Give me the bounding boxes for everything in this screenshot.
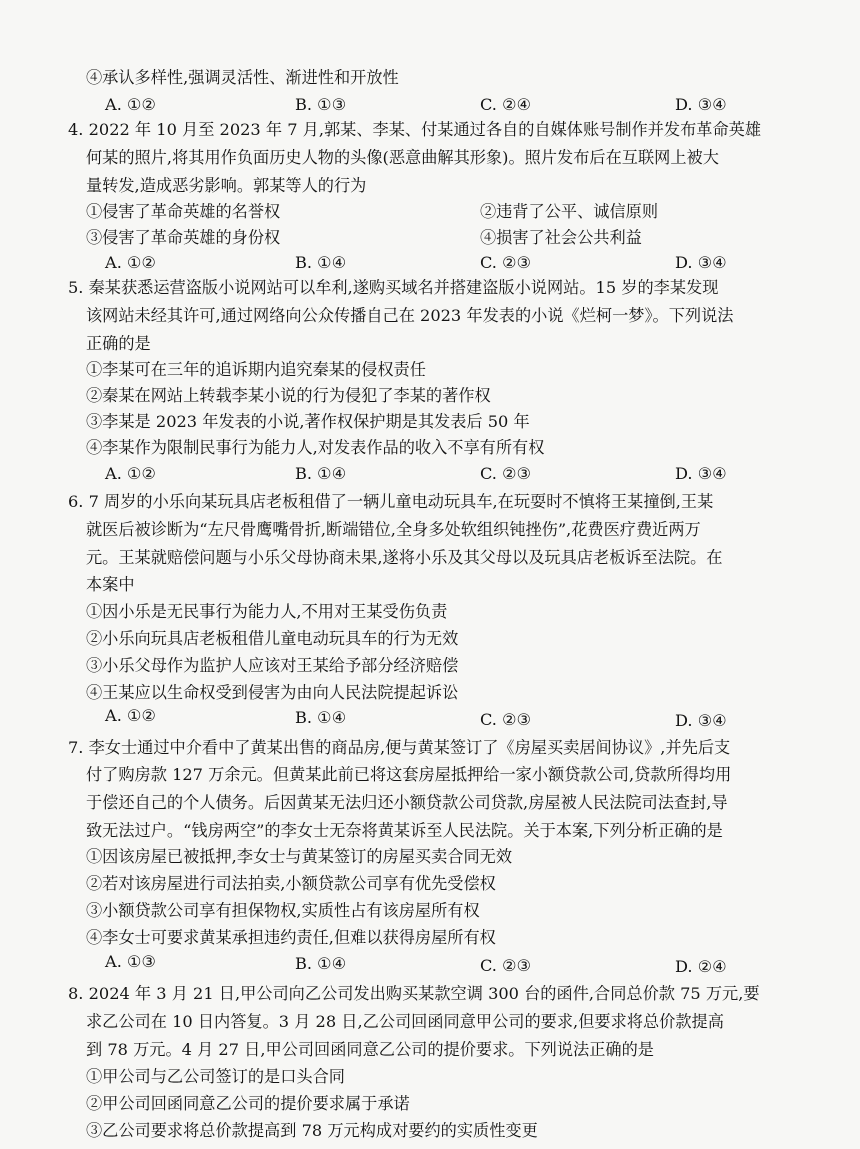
q5-stem-line-1: 5. 秦某获悉运营盗版小说网站可以牟利,遂购买域名并搭建盗版小说网站。15 岁的李某发现	[68, 278, 719, 297]
q8-item-3: ③乙公司要求将总价款提高到 78 万元构成对要约的实质性变更	[86, 1121, 538, 1140]
q7-stem-line-4: 致无法过户。“钱房两空”的李女士无奈将黄某诉至人民法院。关于本案,下列分析正确的是	[86, 821, 723, 840]
q6-item-4: ④王某应以生命权受到侵害为由向人民法院提起诉讼	[86, 683, 459, 702]
q5-item-1: ①李某可在三年的追诉期内追究秦某的侵权责任	[86, 360, 426, 379]
q4-option-a: A. ①②	[105, 253, 157, 272]
q6-item-3: ③小乐父母作为监护人应该对王某给予部分经济赔偿	[86, 656, 459, 675]
q3-option-d: D. ③④	[675, 95, 727, 114]
q8-item-1: ①甲公司与乙公司签订的是口头合同	[86, 1067, 345, 1086]
q4-item-4: ④损害了社会公共利益	[480, 228, 642, 247]
q7-stem-line-3: 于偿还自己的个人债务。后因黄某无法归还小额贷款公司贷款,房屋被人民法院司法查封,导	[86, 793, 728, 812]
q4-stem-line-1: 4. 2022 年 10 月至 2023 年 7 月,郭某、李某、付某通过各自的自媒体账号制作并发布革命英雄	[68, 120, 762, 139]
q7-option-c: C. ②③	[480, 956, 532, 975]
q3-option-b: B. ①③	[295, 95, 347, 114]
q6-stem-line-3: 元。王某就赔偿问题与小乐父母协商未果,遂将小乐及其父母以及玩具店老板诉至法院。在	[86, 548, 723, 567]
q3-option-a: A. ①②	[105, 95, 157, 114]
q5-item-3: ③李某是 2023 年发表的小说,著作权保护期是其发表后 50 年	[86, 412, 530, 431]
q7-item-3: ③小额贷款公司享有担保物权,实质性占有该房屋所有权	[86, 901, 480, 920]
q6-option-a: A. ①②	[105, 706, 157, 725]
q8-item-2: ②甲公司回函同意乙公司的提价要求属于承诺	[86, 1094, 410, 1113]
q6-stem-line-4: 本案中	[86, 575, 135, 594]
q3-item-4: ④承认多样性,强调灵活性、渐进性和开放性	[86, 68, 399, 87]
q4-option-c: C. ②③	[480, 253, 532, 272]
q4-stem-line-3: 量转发,造成恶劣影响。郭某等人的行为	[86, 176, 367, 195]
q4-item-1: ①侵害了革命英雄的名誉权	[86, 202, 281, 221]
q7-item-4: ④李女士可要求黄某承担违约责任,但难以获得房屋所有权	[86, 928, 496, 947]
q6-option-d: D. ③④	[675, 711, 727, 730]
q5-stem-line-2: 该网站未经其许可,通过网络向公众传播自己在 2023 年发表的小说《烂柯一梦》。下列说法	[86, 306, 734, 325]
q4-item-3: ③侵害了革命英雄的身份权	[86, 228, 281, 247]
q3-option-c: C. ②④	[480, 95, 532, 114]
q7-option-a: A. ①③	[105, 952, 157, 971]
q7-option-d: D. ②④	[675, 957, 727, 976]
q8-stem-line-1: 8. 2024 年 3 月 21 日,甲公司向乙公司发出购买某款空调 300 台的函件,合同总价款 75 万元,要	[68, 984, 760, 1003]
q5-option-b: B. ①④	[295, 464, 347, 483]
q8-stem-line-2: 求乙公司在 10 日内答复。3 月 28 日,乙公司回函同意甲公司的要求,但要求将总价款提高	[86, 1012, 724, 1031]
q5-item-2: ②秦某在网站上转载李某小说的行为侵犯了李某的著作权	[86, 386, 491, 405]
q8-stem-line-3: 到 78 万元。4 月 27 日,甲公司回函同意乙公司的提价要求。下列说法正确的是	[86, 1040, 654, 1059]
q7-stem-line-1: 7. 李女士通过中介看中了黄某出售的商品房,便与黄某签订了《房屋买卖居间协议》,并先后支	[68, 738, 731, 757]
q7-item-2: ②若对该房屋进行司法拍卖,小额贷款公司享有优先受偿权	[86, 874, 496, 893]
q4-option-d: D. ③④	[675, 253, 727, 272]
q5-stem-line-3: 正确的是	[86, 334, 151, 353]
q6-option-c: C. ②③	[480, 710, 532, 729]
q5-option-d: D. ③④	[675, 464, 727, 483]
q6-stem-line-1: 6. 7 周岁的小乐向某玩具店老板租借了一辆儿童电动玩具车,在玩耍时不慎将王某撞倒,王某	[68, 492, 714, 511]
q6-option-b: B. ①④	[295, 708, 347, 727]
q6-item-1: ①因小乐是无民事行为能力人,不用对王某受伤负责	[86, 602, 448, 621]
q7-item-1: ①因该房屋已被抵押,李女士与黄某签订的房屋买卖合同无效	[86, 847, 513, 866]
q7-stem-line-2: 付了购房款 127 万余元。但黄某此前已将这套房屋抵押给一家小额贷款公司,贷款所得均用	[86, 765, 732, 784]
q4-item-2: ②违背了公平、诚信原则	[480, 202, 659, 221]
q4-stem-line-2: 何某的照片,将其用作负面历史人物的头像(恶意曲解其形象)。照片发布后在互联网上被大	[86, 148, 719, 167]
q6-stem-line-2: 就医后被诊断为“左尺骨鹰嘴骨折,断端错位,全身多处软组织钝挫伤”,花费医疗费近两万	[86, 520, 701, 539]
q6-item-2: ②小乐向玩具店老板租借儿童电动玩具车的行为无效	[86, 629, 459, 648]
q5-item-4: ④李某作为限制民事行为能力人,对发表作品的收入不享有所有权	[86, 438, 545, 457]
q4-option-b: B. ①④	[295, 253, 347, 272]
q7-option-b: B. ①④	[295, 954, 347, 973]
q5-option-a: A. ①②	[105, 464, 157, 483]
q5-option-c: C. ②③	[480, 464, 532, 483]
